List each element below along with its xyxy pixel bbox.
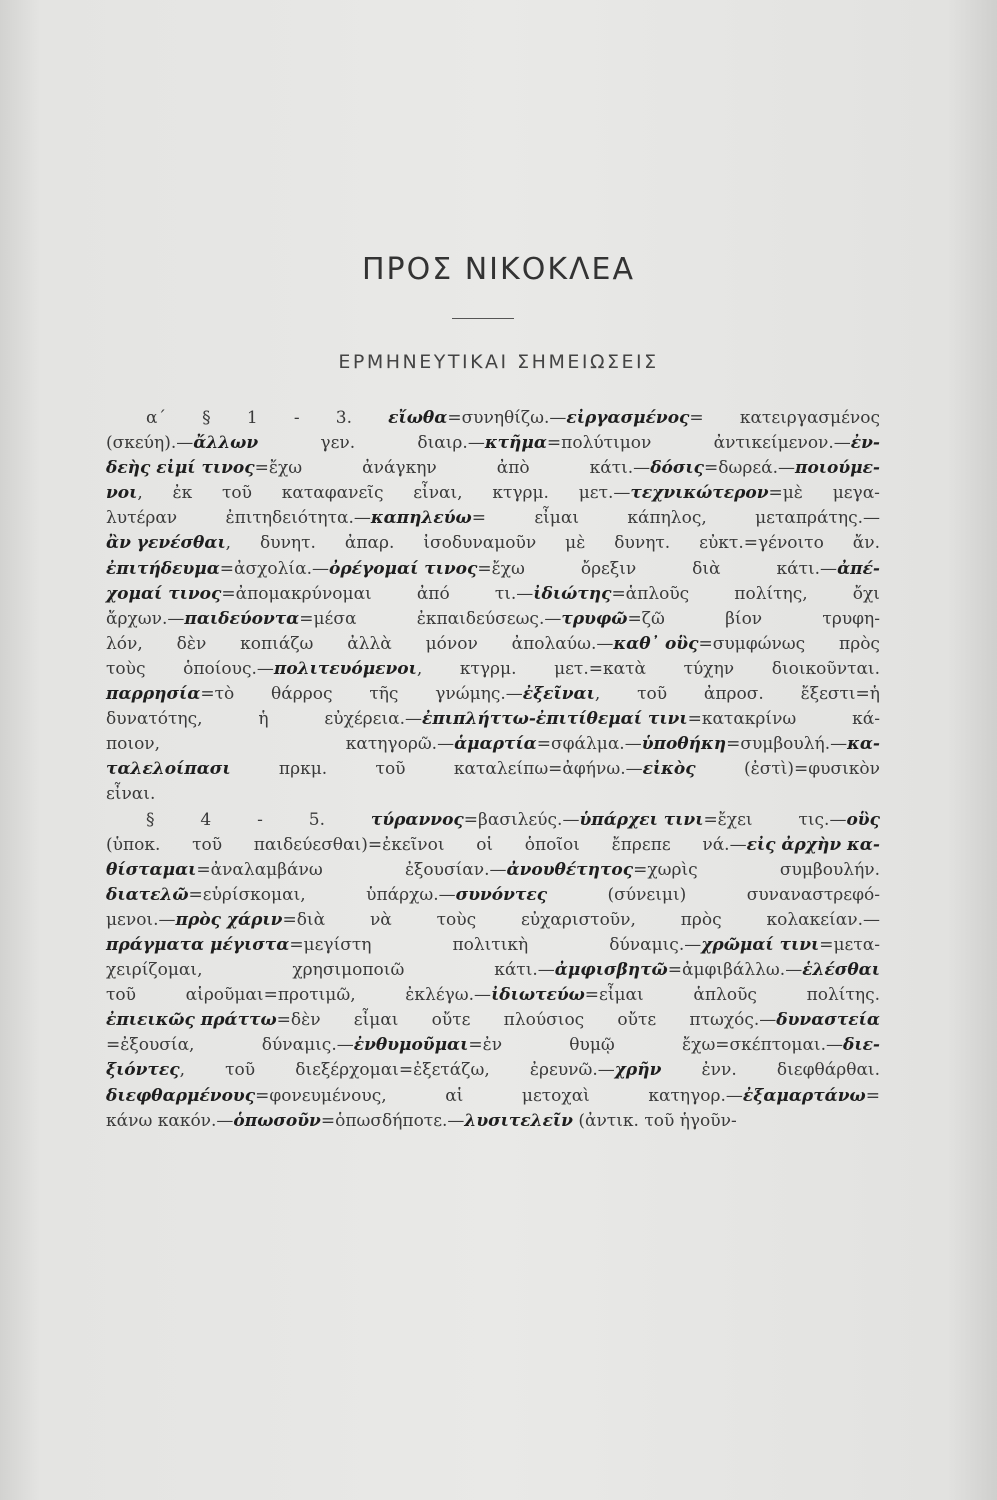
- word: μενοι.—πρὸς χάριν=διὰ: [106, 909, 326, 930]
- word: ἀπό: [416, 583, 450, 604]
- word: ἄρχων.—παιδεύοντα=μέσα: [106, 608, 357, 629]
- word: ἐκπαιδεύσεως.—τρυφῶ=ζῶ: [416, 608, 665, 629]
- word: τοῦ: [106, 985, 136, 1006]
- text-line: [106, 808, 880, 833]
- word: χειρίζομαι,: [106, 960, 203, 981]
- text-line: [106, 1109, 880, 1134]
- word: ἀπαρ.: [344, 533, 395, 554]
- word: ἐκ: [172, 483, 193, 504]
- word: παιδεύεσθαι)=ἐκεῖνοι: [253, 834, 445, 855]
- word: ἀπὸ: [496, 458, 530, 479]
- word: τοὺς: [106, 658, 146, 679]
- word: εὐχέρεια.—ἐπιπλήττω-ἐπιτίθεμαί τινι=κατακρίνω: [324, 709, 797, 730]
- word: μὲ: [565, 533, 586, 554]
- word: 5.: [308, 809, 325, 830]
- word: τοῦ: [192, 834, 223, 855]
- word: πρκμ.: [278, 759, 328, 780]
- word: μόνον: [425, 633, 478, 654]
- word: κατειργασμένος: [739, 408, 880, 428]
- word: πρὸς: [839, 633, 880, 654]
- word: τοῦ: [222, 483, 253, 504]
- text-line: [106, 1033, 880, 1058]
- text-line: [106, 582, 880, 607]
- notes-body: [106, 406, 880, 1134]
- word: τοὺς: [436, 909, 477, 930]
- word: ἀπολαύω.—καθ᾽ οὓς=συμφώνως: [511, 633, 806, 654]
- word: ὄρεξιν: [580, 558, 637, 579]
- word: χρησιμοποιῶ: [292, 960, 405, 981]
- word: κάτι.—ἀμφισβητῶ=ἀμφιβάλλω.—ἑλέσθαι: [494, 960, 880, 981]
- text-line: [106, 983, 880, 1008]
- word: ξιόντες,: [106, 1060, 185, 1081]
- text-line: [106, 657, 880, 682]
- word: ὑπάρχω.—συνόντες: [366, 884, 548, 905]
- word: λόν,: [106, 633, 143, 654]
- text-line: [106, 431, 880, 456]
- text-line: [106, 1008, 880, 1033]
- text-line: [106, 858, 880, 883]
- word: ἂν γενέσθαι,: [106, 533, 232, 554]
- word: πράγματα μέγιστα=μεγίστη: [106, 934, 372, 955]
- word: πολίτης,: [734, 583, 808, 604]
- word: διαιρ.—κτῆμα=πολύτιμον: [417, 433, 652, 454]
- word: δεὴς εἰμί τινος=ἔχω: [106, 458, 303, 479]
- text-line: [106, 456, 880, 481]
- text-line: [106, 682, 880, 707]
- word: κτγρμ.: [459, 658, 517, 679]
- text-line: [106, 531, 880, 556]
- word: πολιτικὴ: [452, 934, 529, 955]
- word: εὐκτ.=γένοιτο: [699, 533, 824, 554]
- word: εἶναι.: [106, 784, 156, 805]
- text-line: [106, 506, 880, 531]
- word: ἔχω=σκέπτομαι.—διε-: [682, 1035, 880, 1056]
- word: ἔπρεπε: [611, 834, 671, 855]
- word: κολακείαν.—: [766, 909, 880, 930]
- word: τύχην: [683, 658, 735, 679]
- word: κατηγορῶ.—ἁμαρτία=σφάλμα.—ὑποθήκη=συμβουλή.—κα-: [345, 734, 880, 755]
- word: διὰ: [692, 558, 721, 579]
- word: οὔτε: [617, 1010, 657, 1031]
- word: ταλελοίπασι: [106, 759, 231, 780]
- word: βίον: [725, 608, 763, 629]
- word: ἁπλοῦς: [693, 985, 757, 1006]
- word: αἱ: [445, 1085, 464, 1106]
- text-line: [106, 833, 880, 858]
- word: τοῦ: [637, 684, 668, 705]
- word: συμβουλήν.: [779, 859, 880, 880]
- word: δυνατότης,: [106, 709, 203, 730]
- word: τοῦ: [375, 759, 406, 780]
- word: δύναμις.—χρῶμαί τινι=μετα-: [609, 934, 880, 955]
- word: ἐπιτηδειότητα.—καπηλεύω=: [225, 508, 486, 529]
- word: καταφανεῖς: [281, 483, 384, 504]
- word: ἐπιεικῶς πράττω=δὲν: [106, 1010, 321, 1031]
- word: τι.—ἰδιώτης=ἁπλοῦς: [494, 583, 690, 604]
- word: §: [202, 408, 211, 428]
- word: ἔξεστι=ἡ: [800, 684, 880, 705]
- word: πολίτης.: [806, 985, 880, 1006]
- word: καταλείπω=ἀφήνω.—εἰκὸς: [453, 759, 696, 780]
- word: διοικοῦνται.: [771, 658, 880, 679]
- word: λυτέραν: [106, 508, 178, 529]
- word: (ἐστὶ)=φυσικὸν: [743, 759, 880, 780]
- word: κάνω: [106, 1110, 153, 1131]
- text-line: [106, 732, 880, 757]
- word: εἴωθα=συνηθίζω.—εἰργασμένος=: [388, 408, 704, 428]
- word: κάτι.—δόσις=δωρεά.—ποιούμε-: [589, 458, 880, 479]
- word: -: [293, 408, 300, 428]
- word: ἰσοδυναμοῦν: [423, 533, 537, 554]
- word: μετ.—τεχνικώτερον=μὲ: [578, 483, 803, 504]
- word: εἶναι,: [413, 483, 463, 504]
- text-line: [106, 1084, 880, 1109]
- word: 1: [246, 408, 258, 428]
- word: διατελῶ=εὑρίσκομαι,: [106, 884, 306, 905]
- text-line: [106, 632, 880, 657]
- word: αἱροῦμαι=προτιμῶ,: [185, 985, 356, 1006]
- word: ἐνν.: [701, 1060, 737, 1081]
- word: οἱ: [476, 834, 494, 855]
- word: §: [146, 809, 155, 830]
- word: εὐχαριστοῦν,: [520, 909, 636, 930]
- word: δυνητ.: [260, 533, 316, 554]
- word: τις.—οὓς: [798, 809, 880, 830]
- word: δύναμις.—ἐνθυμοῦμαι=ἐν: [261, 1035, 503, 1056]
- word: ἀπροσ.: [703, 684, 764, 705]
- title-divider: [452, 318, 514, 319]
- word: (ὑποκ.: [106, 834, 161, 855]
- word: διεφθάρθαι.: [776, 1060, 880, 1081]
- word: ἀνάγκην: [362, 458, 437, 479]
- word: μετοχαὶ: [521, 1085, 590, 1106]
- word: κάπηλος,: [627, 508, 707, 529]
- word: οὔτε: [431, 1010, 471, 1031]
- word: γνώμης.—ἐξεῖναι,: [435, 684, 601, 705]
- word: (σύνειμι): [607, 884, 687, 905]
- text-line: [106, 958, 880, 983]
- text-line: [106, 757, 880, 782]
- text-line: [106, 933, 880, 958]
- text-line: [106, 557, 880, 582]
- word: εἶμαι: [534, 508, 579, 529]
- page-title: ΠΡΟΣ ΝΙΚΟΚΛΕΑ: [361, 252, 635, 287]
- word: μεγα-: [832, 483, 880, 504]
- word: παρρησία=τὸ: [106, 684, 235, 705]
- word: τῆς: [369, 684, 399, 705]
- word: δὲν: [176, 633, 207, 654]
- text-line: [106, 908, 880, 933]
- word: ἀλλὰ: [347, 633, 392, 654]
- word: θίσταμαι=ἀναλαμβάνω: [106, 859, 323, 880]
- word: διεξέρχομαι=ἐξετάζω,: [295, 1060, 490, 1081]
- word: εἶμαι: [353, 1010, 399, 1031]
- word: τοῦ: [644, 1110, 675, 1131]
- word: α΄: [146, 408, 166, 428]
- word: θυμῷ: [569, 1035, 615, 1056]
- word: ἄν.: [852, 533, 880, 554]
- word: διεφθαρμένους=φονευμένους,: [106, 1085, 387, 1106]
- word: τοῦ: [225, 1060, 256, 1081]
- word: τρυφη-: [822, 608, 880, 629]
- word: (ἀντικ.: [578, 1110, 639, 1131]
- text-line: [106, 1058, 880, 1083]
- word: κάτι.—ἀπέ-: [776, 558, 880, 579]
- word: ὁποῖοι: [524, 834, 580, 855]
- word: νὰ: [369, 909, 392, 930]
- word: μεταπράτης.—: [755, 508, 880, 529]
- word: 3.: [335, 408, 352, 428]
- word: πρὸς: [680, 909, 722, 930]
- word: τύραννος=βασιλεύς.—ὑπάρχει τινι=ἔχει: [370, 809, 753, 830]
- text-line: [106, 406, 880, 431]
- word: =ἐξουσία,: [106, 1035, 195, 1056]
- text-line: [106, 607, 880, 632]
- word: ἐξουσίαν.—ἀνουθέτητος=χωρὶς: [404, 859, 698, 880]
- word: 4: [200, 809, 212, 830]
- word: κακόν.—ὁπωσοῦν=ὁπωσδήποτε.—λυσιτελεῖν: [157, 1110, 573, 1131]
- word: ποιον,: [106, 734, 161, 755]
- word: ἡγοῦν-: [679, 1110, 737, 1131]
- word: ἐκλέγω.—ἰδιωτεύω=εἶμαι: [405, 985, 644, 1006]
- word: πτωχός.—δυναστεία: [689, 1010, 880, 1031]
- word: ἐρευνῶ.—χρῆν: [529, 1060, 662, 1081]
- word: πλούσιος: [503, 1010, 585, 1031]
- page-subtitle: ΕΡΜΗΝΕΥΤΙΚΑΙ ΣΗΜΕΙΩΣΕΙΣ: [338, 351, 659, 373]
- word: κατηγορ.—ἐξαμαρτάνω=: [648, 1085, 880, 1106]
- word: χομαί τινος=ἀπομακρύνομαι: [106, 583, 372, 604]
- word: συναναστρεφό-: [746, 884, 880, 905]
- text-line: [106, 481, 880, 506]
- text-line: [106, 707, 880, 732]
- word: ἡ: [258, 709, 269, 730]
- word: ἀντικείμενον.—ἐν-: [713, 433, 880, 454]
- word: κτγρμ.: [492, 483, 549, 504]
- word: νοι,: [106, 483, 143, 504]
- word: ὁποίους.—πολιτευόμενοι,: [183, 658, 423, 679]
- text-line: [106, 782, 880, 807]
- word: γεν.: [320, 433, 356, 454]
- word: ἐπιτήδευμα=ἀσχολία.—ὀρέγομαί τινος=ἔχω: [106, 558, 525, 579]
- word: κά-: [852, 709, 880, 730]
- word: θάρρος: [271, 684, 333, 705]
- word: μετ.=κατὰ: [554, 658, 646, 679]
- word: -: [257, 809, 263, 830]
- text-line: [106, 883, 880, 908]
- word: νά.—εἰς ἀρχὴν κα-: [702, 834, 880, 855]
- word: ὄχι: [852, 583, 880, 604]
- word: κοπιάζω: [240, 633, 314, 654]
- word: (σκεύη).—ἄλλων: [106, 433, 259, 454]
- word: δυνητ.: [614, 533, 671, 554]
